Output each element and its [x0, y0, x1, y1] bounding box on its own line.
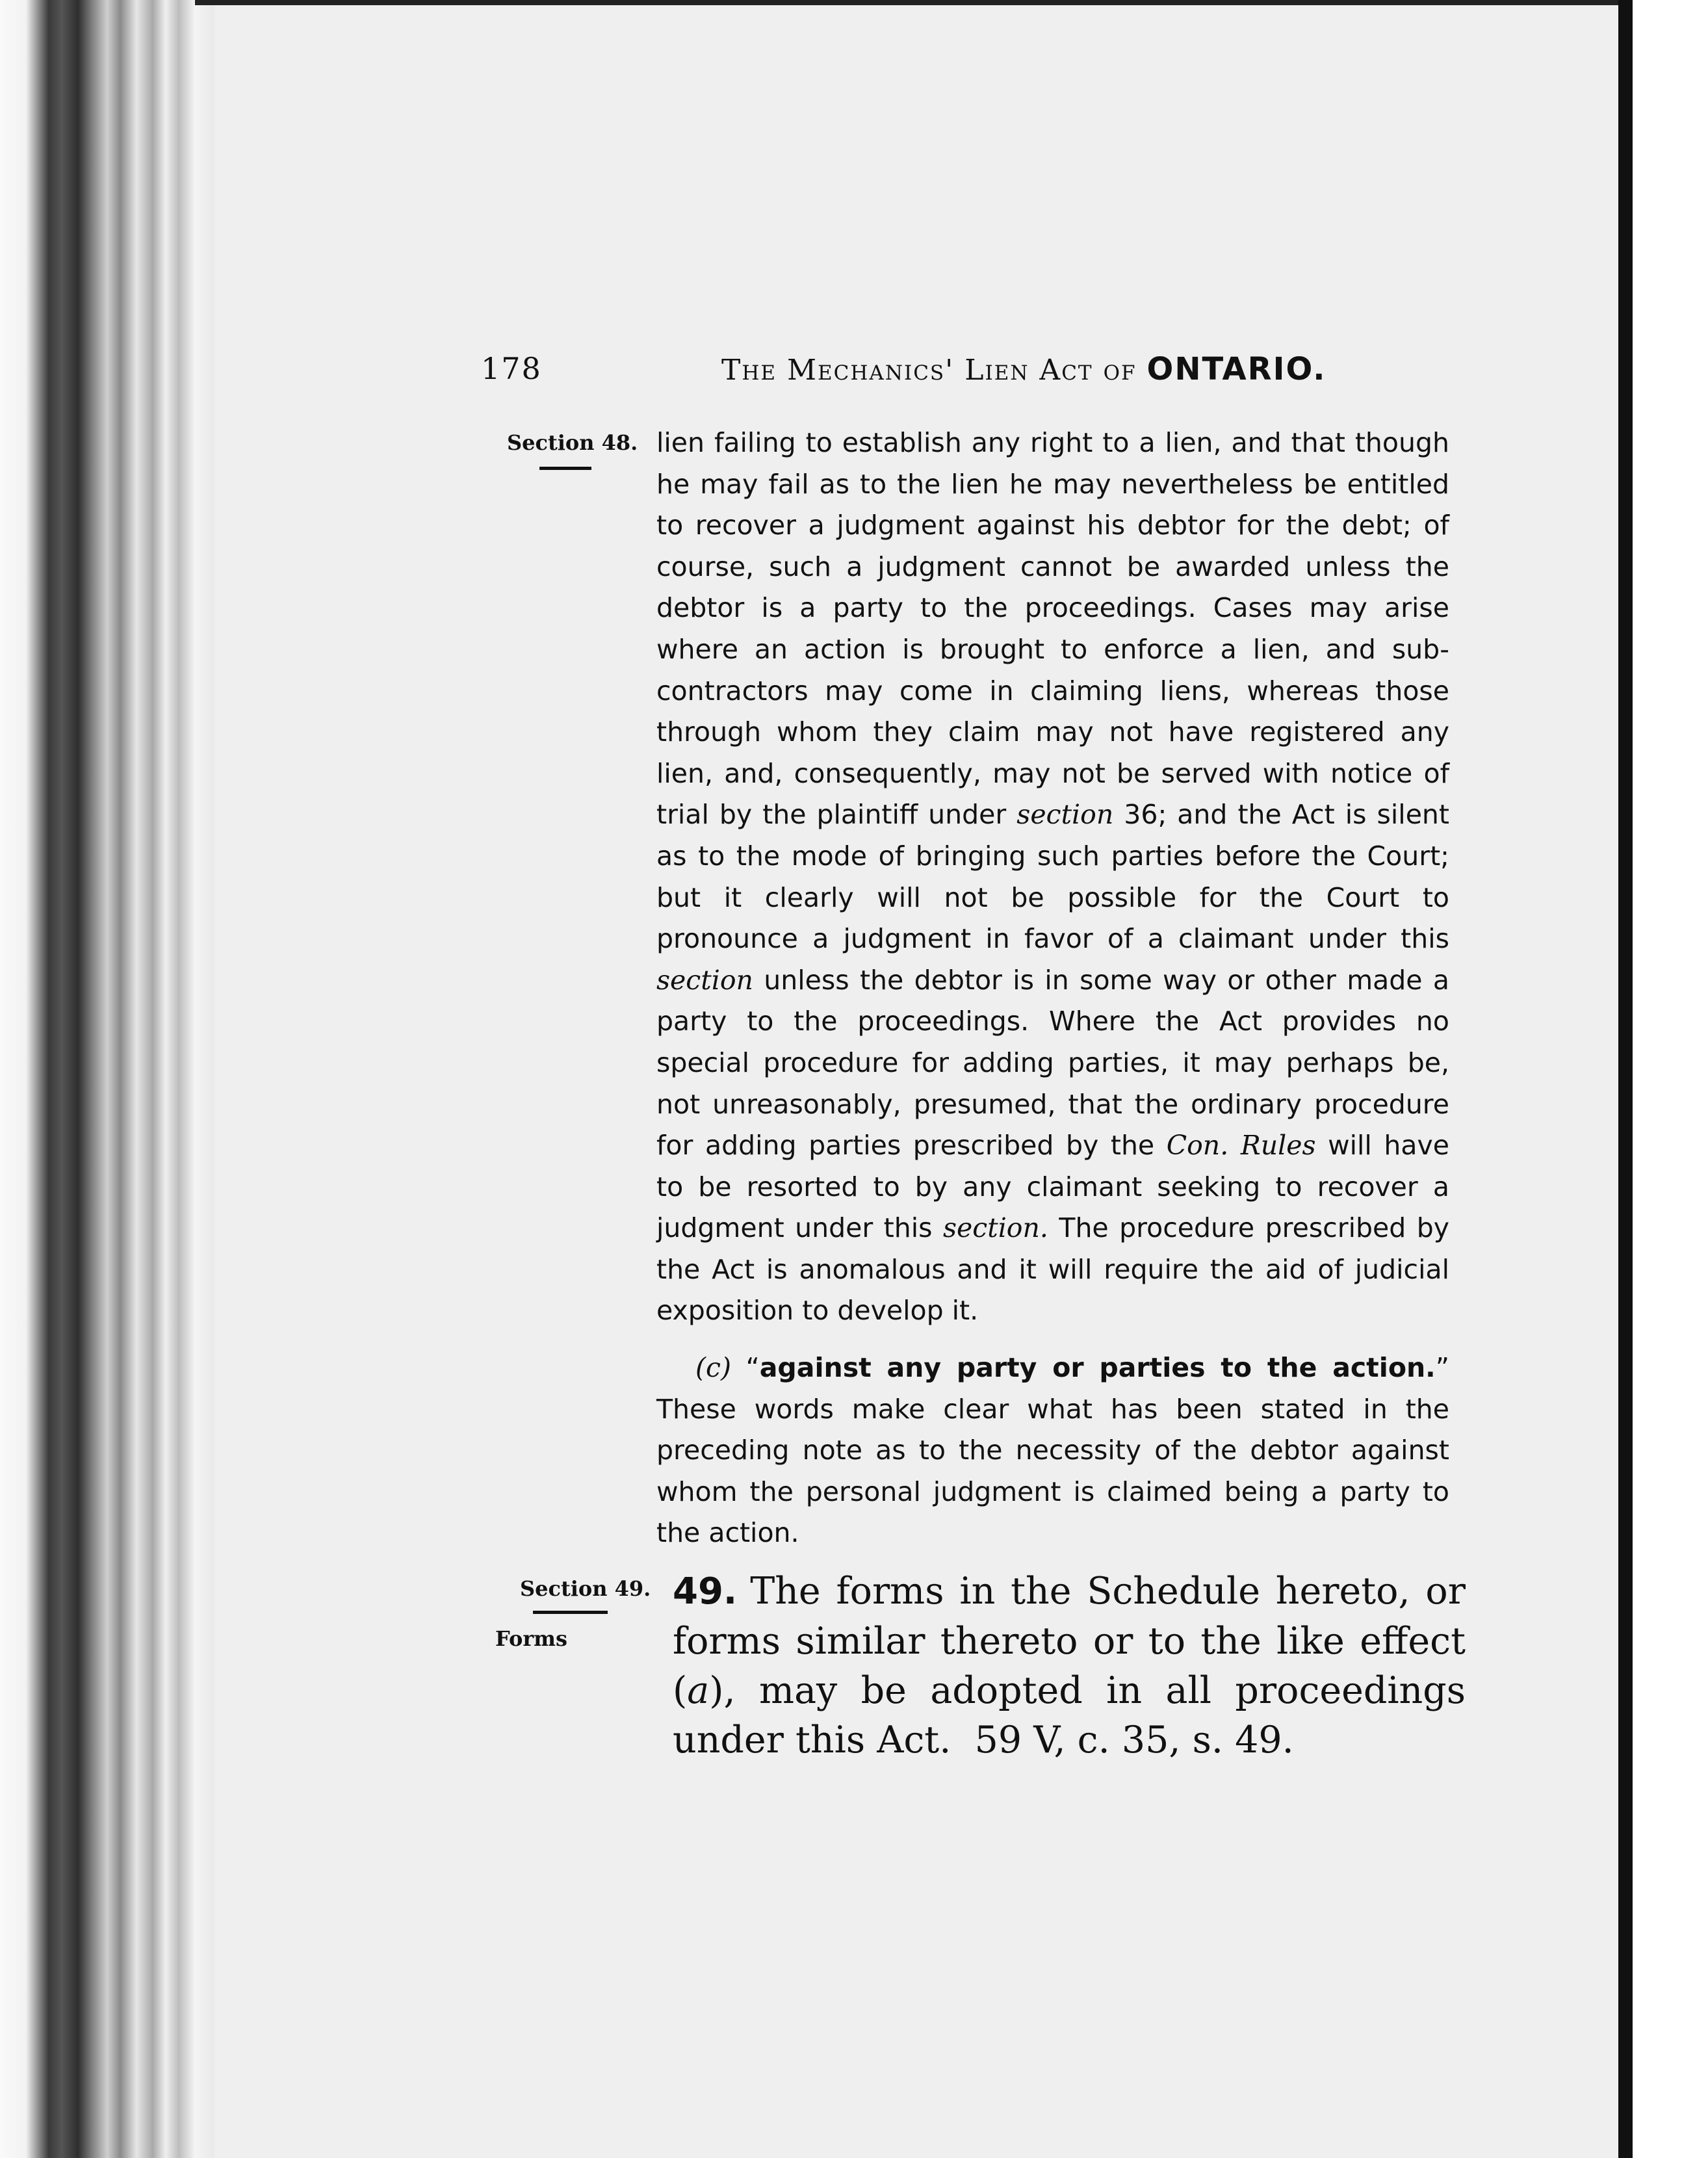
book-title-small-caps: The Mechanics' Lien Act of: [721, 354, 1137, 387]
book-page-edges: [0, 0, 214, 2158]
note-bold-phrase: against any party or parties to the action.: [759, 1352, 1436, 1384]
text-run: will have to be resorted to by any claimant seeking to recover a judgment under this: [656, 1130, 1450, 1244]
margin-note-section-48: Section 48.: [507, 430, 638, 455]
italic-note-ref: a: [687, 1669, 710, 1712]
text-run: The procedure prescribed by the Act is anomalous and it will require the aid of judicial exposition to develop it.: [656, 1212, 1449, 1327]
page-right-shadow: [1618, 0, 1633, 2158]
text-run: The forms in the Schedule hereto, or forms similar thereto or to the like effect (: [673, 1570, 1466, 1712]
page-top-border: [195, 0, 1625, 5]
commentary-text: [656, 422, 1449, 1554]
margin-rule-49: [533, 1611, 608, 1614]
section-49-text: [673, 1566, 1466, 1765]
book-title: [721, 351, 1326, 387]
statute-citation: 59 V, c. 35, s. 49.: [974, 1719, 1294, 1762]
text-run: ), may be adopted in all proceedings under this Act.: [673, 1669, 1466, 1762]
italic-section-ref: section: [656, 964, 753, 996]
quote-open: “: [731, 1352, 760, 1384]
text-run: unless the debtor is in some way or other made a party to the proceedings. Where the Act provides no special procedure for adding parties, it may perhaps be, not unreasonably, presumed, that the ordinary procedure for adding parties prescribed by the: [656, 964, 1449, 1162]
text-run: 36; and the Act is silent as to the mode of bringing such parties before the Court; but it clearly will not be possible for the Court to pronounce a judgment in favor of a claimant under this: [656, 799, 1449, 955]
margin-note-forms: Forms: [495, 1626, 568, 1651]
scan-margin-right: [1633, 0, 1708, 2158]
note-c-paragraph: [656, 1347, 1449, 1554]
margin-note-section-49: Section 49.: [520, 1576, 651, 1601]
running-head: [481, 351, 1391, 403]
text-run: These words make clear what has been stated in the preceding note as to the necessity of the debtor against whom the personal judgment is claimed being a party to the action.: [656, 1393, 1449, 1549]
text-run: lien failing to establish any right to a lien, and that though he may fail as to the lien he may nevertheless be entitled to recover a judgment against his debtor for the debt; of course, such a judgment cannot be awarded unless the debtor is a party to the proceedings. Cases may arise where an action is brought to enforce a lien, and sub-contractors may come in claiming liens, whereas those through whom they claim may not have registered any lien, and, consequently, may not be served with notice of trial by the plaintiff under: [656, 427, 1449, 831]
commentary-paragraph: [656, 422, 1449, 1332]
section-number: 49.: [673, 1570, 738, 1613]
italic-section-ref: section: [1016, 799, 1114, 831]
margin-rule-48: [539, 467, 591, 470]
note-marker: (c): [695, 1352, 731, 1384]
italic-con-rules: Con. Rules: [1166, 1130, 1316, 1162]
quote-close: ”: [1435, 1352, 1450, 1384]
italic-section-ref: section.: [942, 1212, 1048, 1244]
book-title-bold: ONTARIO.: [1146, 351, 1326, 387]
page-number: 178: [481, 351, 542, 386]
